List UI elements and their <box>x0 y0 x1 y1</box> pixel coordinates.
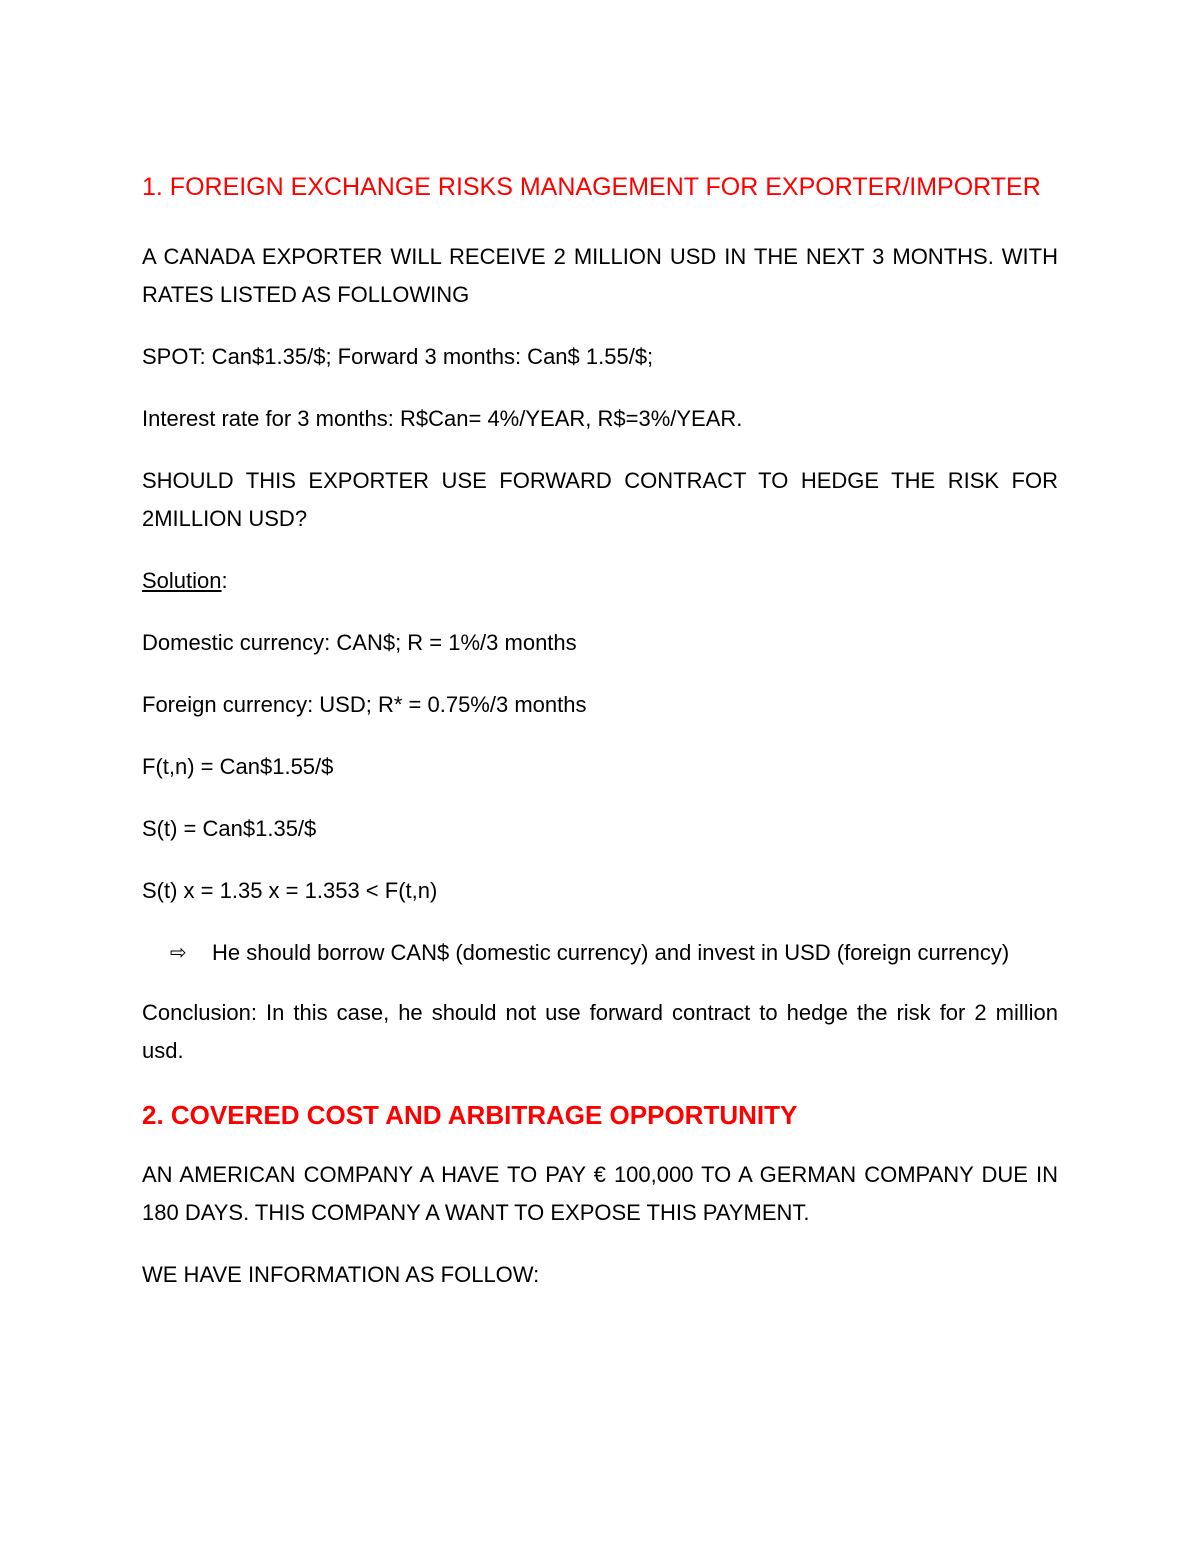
solution-heading <box>142 562 1058 600</box>
section1-rates: SPOT: Can$1.35/$; Forward 3 months: Can$ 1.55/$; <box>142 344 654 369</box>
forward-rate-line: F(t,n) = Can$1.55/$ <box>142 754 334 779</box>
recommendation-bullet <box>170 934 1058 972</box>
domestic-currency-line: Domestic currency: CAN$; R = 1%/3 months <box>142 630 577 655</box>
solution-colon: : <box>221 568 228 593</box>
section2-info: WE HAVE INFORMATION AS FOLLOW: <box>142 1262 540 1287</box>
calculation-line: S(t) x = 1.35 x = 1.353 < F(t,n) <box>142 878 438 903</box>
section1-question: SHOULD THIS EXPORTER USE FORWARD CONTRACT TO HEDGE THE RISK FOR 2MILLION USD? <box>142 468 1058 531</box>
foreign-currency-line: Foreign currency: USD; R* = 0.75%/3 months <box>142 692 587 717</box>
recommendation-text: He should borrow CAN$ (domestic currency) and invest in USD (foreign currency) <box>212 940 1010 965</box>
solution-label: Solution <box>142 568 222 593</box>
section1-problem: A CANADA EXPORTER WILL RECEIVE 2 MILLION USD IN THE NEXT 3 MONTHS. WITH RATES LISTED AS FOLLOWING <box>142 244 1058 307</box>
section2-problem: AN AMERICAN COMPANY A HAVE TO PAY € 100,000 TO A GERMAN COMPANY DUE IN 180 DAYS. THIS COMPANY A WANT TO EXPOSE THIS PAYMENT. <box>142 1162 1058 1225</box>
arrow-right-icon: ⇨ <box>170 942 187 964</box>
section1-interest: Interest rate for 3 months: R$Can= 4%/YEAR, R$=3%/YEAR. <box>142 406 743 431</box>
section2-heading: 2. COVERED COST AND ARBITRAGE OPPORTUNITY <box>142 1100 798 1130</box>
section1-heading: 1. FOREIGN EXCHANGE RISKS MANAGEMENT FOR EXPORTER/IMPORTER <box>142 173 1041 201</box>
conclusion-paragraph: Conclusion: In this case, he should not use forward contract to hedge the risk for 2 million usd. <box>142 1000 1058 1063</box>
spot-rate-line: S(t) = Can$1.35/$ <box>142 816 317 841</box>
document-content <box>142 166 1058 1318</box>
